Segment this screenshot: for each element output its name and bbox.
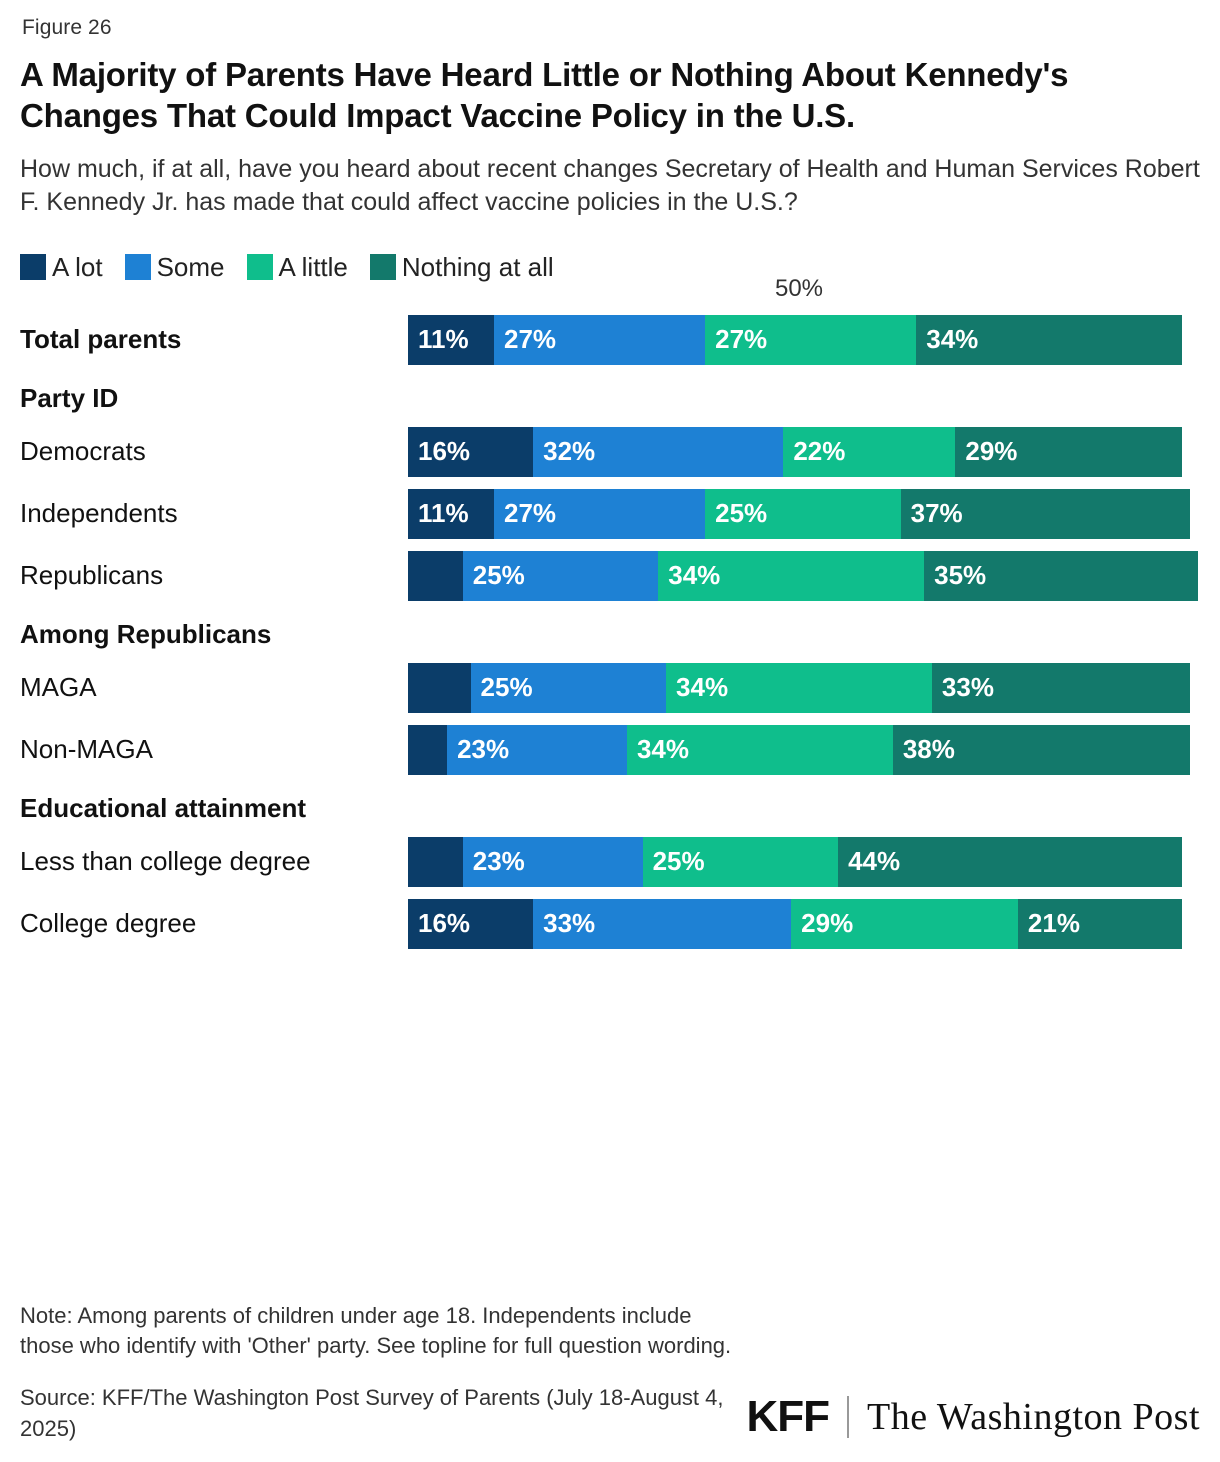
row-label: Democrats (20, 436, 146, 466)
bar-segment (783, 427, 955, 477)
row-label: MAGA (20, 672, 97, 702)
bar-segment (408, 663, 471, 713)
bar-segment (955, 427, 1182, 477)
bar-segment (893, 725, 1190, 775)
bar-segment-label: 38% (902, 734, 955, 764)
bar-segment (838, 837, 1182, 887)
stacked-bar (408, 899, 1200, 949)
chart-footer (20, 1301, 1200, 1444)
bar-segment (533, 427, 783, 477)
legend-label: A lot (52, 251, 103, 282)
row-label: Among Republicans (20, 619, 272, 649)
source-row (20, 1383, 1200, 1444)
axis-tick-label: 50% (774, 274, 824, 302)
bar-segment-label: 37% (910, 498, 963, 528)
chart-rows (20, 313, 1200, 951)
bar-segment (901, 489, 1190, 539)
page-title: A Majority of Parents Have Heard Little or Nothing About Kennedy's Changes That Could Impact Vaccine Policy in the U.S. (20, 56, 1069, 135)
legend-label: Nothing at all (401, 251, 554, 282)
row-label: Party ID (20, 383, 119, 413)
stacked-bar (408, 725, 1200, 775)
bar-segment (447, 725, 627, 775)
bar-segment (408, 837, 463, 887)
bar-segment (408, 551, 463, 601)
legend-swatch-icon (247, 254, 273, 280)
chart-bar-row (20, 661, 1200, 715)
bar-segment-label: 21% (1027, 908, 1080, 938)
chart-bar-row (20, 549, 1200, 603)
chart-group-header (20, 611, 1200, 659)
bar-segment-label: 44% (848, 846, 901, 876)
chart-subtitle: How much, if at all, have you heard about recent changes Secretary of Health and Human Services Robert F. Kennedy Jr. has made that could affect vaccine policies in the U.S.? (20, 154, 1200, 216)
logo-divider (847, 1396, 849, 1438)
stacked-bar (408, 489, 1200, 539)
chart-note: Note: Among parents of children under age 18. Independents include those who identify with 'Other' party. See topline for full question wording. (20, 1302, 732, 1358)
bar-segment-label: 25% (480, 672, 533, 702)
bar-segment-label: 27% (715, 324, 768, 354)
bar-segment (791, 899, 1018, 949)
row-label: Educational attainment (20, 793, 307, 823)
kff-logo: KFF (746, 1392, 830, 1441)
figure-label: Figure 26 (22, 16, 112, 39)
bar-segment (494, 315, 705, 365)
chart-bar-row (20, 897, 1200, 951)
bar-segment-label: 25% (715, 498, 768, 528)
bar-segment-label: 11% (418, 324, 469, 354)
legend-swatch-icon (370, 254, 396, 280)
bar-segment-label: 34% (926, 324, 979, 354)
bar-segment (463, 837, 643, 887)
bar-segment-label: 34% (676, 672, 729, 702)
chart-group-header (20, 785, 1200, 833)
bar-segment (408, 489, 494, 539)
stacked-bar (408, 663, 1200, 713)
legend-item (20, 252, 103, 283)
bar-segment (1018, 899, 1182, 949)
legend-swatch-icon (125, 254, 151, 280)
chart-bar-row (20, 425, 1200, 479)
row-label: Total parents (20, 324, 182, 354)
bar-segment-label: 34% (668, 560, 721, 590)
chart-bar-row (20, 723, 1200, 777)
legend-item (370, 252, 554, 283)
row-label: College degree (20, 908, 197, 938)
bar-segment-label: 22% (793, 436, 846, 466)
row-label: Less than college degree (20, 846, 311, 876)
bar-segment-label: 11% (418, 498, 469, 528)
bar-segment (408, 315, 494, 365)
bar-segment-label: 25% (472, 560, 525, 590)
bar-segment (916, 315, 1182, 365)
chart-bar-row (20, 835, 1200, 889)
bar-segment (627, 725, 893, 775)
stacked-bar (408, 837, 1200, 887)
bar-segment-label: 32% (543, 436, 596, 466)
stacked-bar (408, 551, 1200, 601)
bar-segment-label: 16% (418, 436, 471, 466)
bar-segment-label: 34% (636, 734, 689, 764)
bar-segment-label: 33% (941, 672, 994, 702)
bar-segment-label: 25% (652, 846, 705, 876)
chart-area (20, 274, 1200, 951)
bar-segment (408, 725, 447, 775)
bar-segment-label: 29% (801, 908, 854, 938)
bar-segment-label: 29% (965, 436, 1018, 466)
legend-label: Some (156, 251, 225, 282)
bar-segment (463, 551, 659, 601)
bar-segment-label: 27% (504, 498, 557, 528)
bar-segment (705, 315, 916, 365)
bar-segment (408, 427, 533, 477)
row-label: Non-MAGA (20, 734, 153, 764)
stacked-bar (408, 427, 1200, 477)
legend-item (247, 252, 348, 283)
stacked-bar (408, 315, 1200, 365)
bar-segment-label: 16% (418, 908, 471, 938)
bar-segment (494, 489, 705, 539)
chart-legend (20, 252, 1200, 283)
bar-segment (924, 551, 1198, 601)
brand-logos (747, 1392, 1201, 1444)
bar-segment-label: 33% (543, 908, 596, 938)
washington-post-logo: The Washington Post (867, 1396, 1200, 1438)
chart-group-header (20, 375, 1200, 423)
legend-item (125, 252, 225, 283)
row-label: Republicans (20, 560, 164, 590)
bar-segment-label: 35% (934, 560, 987, 590)
bar-segment (643, 837, 839, 887)
bar-segment (705, 489, 901, 539)
bar-segment (932, 663, 1190, 713)
bar-segment (471, 663, 667, 713)
bar-segment (658, 551, 924, 601)
bar-segment-label: 27% (504, 324, 557, 354)
legend-label: A little (278, 251, 348, 282)
bar-segment (666, 663, 932, 713)
bar-segment (408, 899, 533, 949)
chart-bar-row (20, 487, 1200, 541)
chart-source: Source: KFF/The Washington Post Survey of Parents (July 18-August 4, 2025) (20, 1385, 724, 1441)
bar-segment-label: 23% (457, 734, 510, 764)
row-label: Independents (20, 498, 178, 528)
legend-swatch-icon (20, 254, 46, 280)
bar-segment (533, 899, 791, 949)
chart-bar-row (20, 313, 1200, 367)
bar-segment-label: 23% (472, 846, 525, 876)
